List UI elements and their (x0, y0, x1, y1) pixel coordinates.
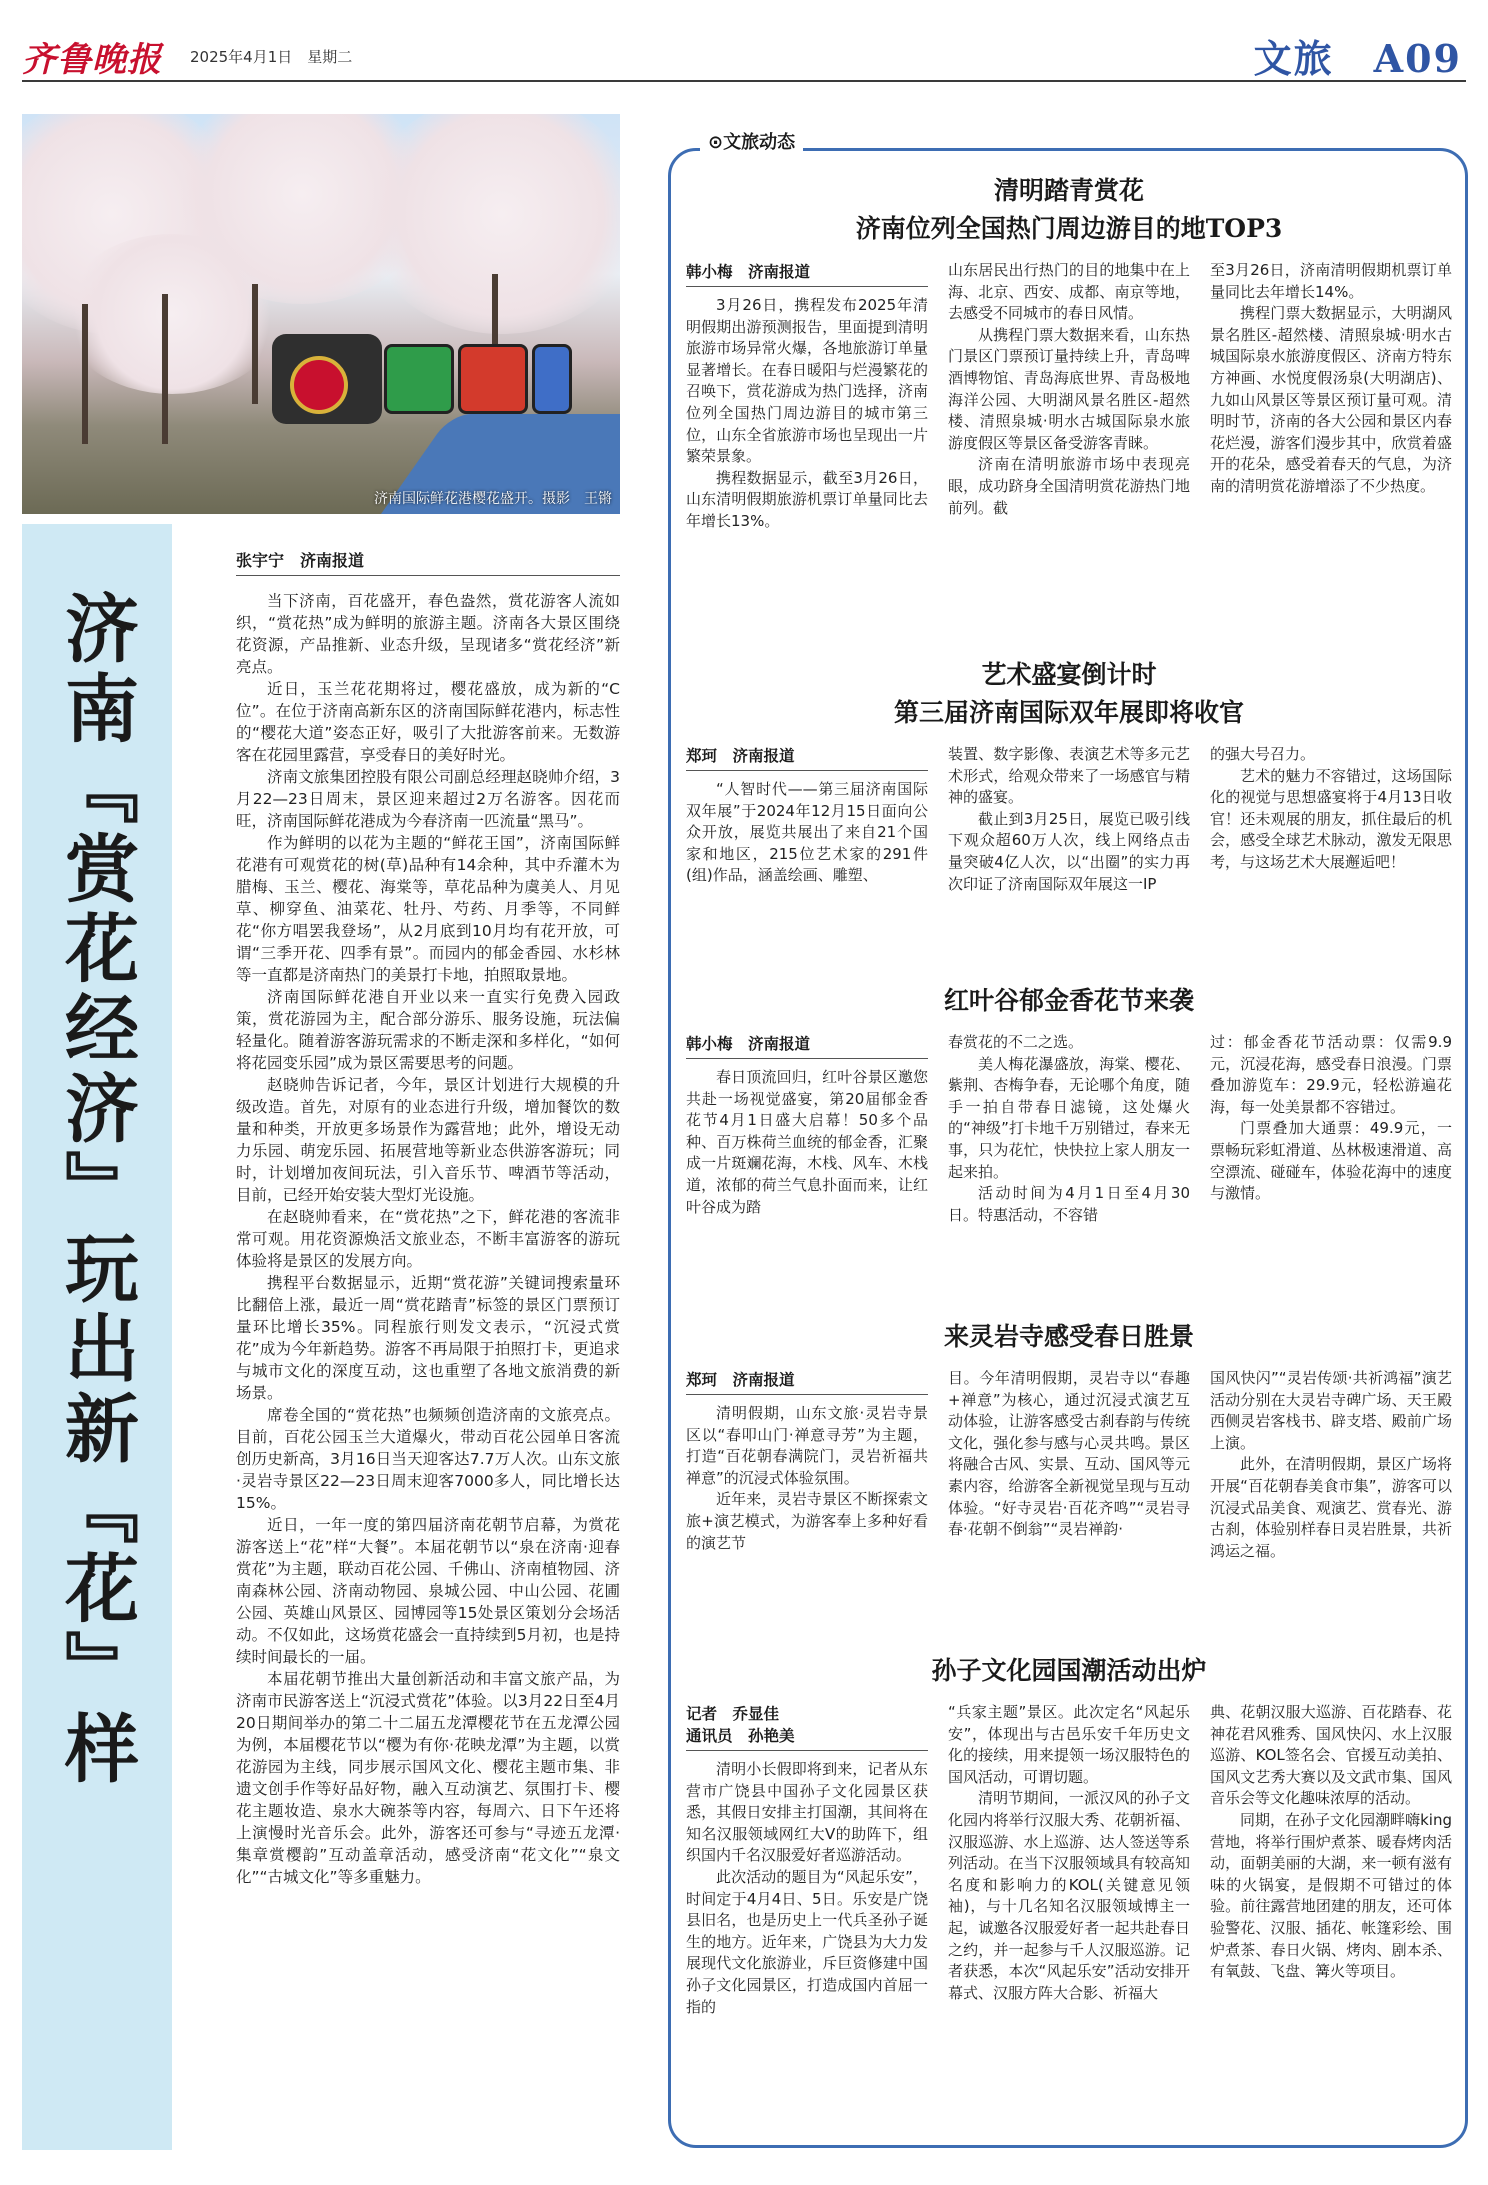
story-title: 孙子文化园国潮活动出炉 (931, 1656, 1207, 1685)
story-paragraph: 山东居民出行热门的目的地集中在上海、北京、西安、成都、南京等地，去感受不同城市的春日风情。 (948, 261, 1190, 323)
story-paragraph: 美人梅花瀑盛放，海棠、樱花、紫荆、杏梅争春，无论哪个角度，随手一拍自带春日滤镜，这处爆火的“神级”打卡地千万别错过，春来无事，只为花忙，快快拉上家人朋友一起来拍。 (948, 1054, 1190, 1181)
story-paragraph: “兵家主题”景区。此次定名“风起乐安”，体现出与古邑乐安千年历史文化的接续，用来提领一场汉服特色的国风活动，可谓切题。 (948, 1703, 1190, 1786)
story-title: 艺术盛宴倒计时 (981, 660, 1157, 689)
story-title: 红叶谷郁金香花节来袭 (943, 986, 1194, 1015)
newspaper-logo: 齐鲁晚报 (22, 40, 162, 80)
story-col-1 (686, 1032, 928, 1226)
story-paragraph: 春日顶流回归，红叶谷景区邀您共赴一场视觉盛宴，第20届郁金香花节4月1日盛大启幕！50多个品种、百万株荷兰血统的郁金香，汇聚成一片斑斓花海，木栈、风车、木栈道，浓郁的荷兰气息扑面而来，让红叶谷成为踏 (686, 1068, 928, 1216)
story-sunzi-park (686, 1652, 1452, 2018)
lead-paragraph: 济南文旅集团控股有限公司副总经理赵晓帅介绍，3月22—23日周末，景区迎来超过2万名游客。因花而旺，济南国际鲜花港成为今春济南一匹流量“黑马”。 (236, 768, 620, 830)
story-paragraph: 截止到3月25日，展览已吸引线下观众超60万人次，线上网络点击量突破4亿人次，以“出圈”的实力再次印证了济南国际双年展这一IP (948, 809, 1190, 893)
story-byline: 郑珂 济南报道 (686, 1368, 928, 1395)
story-byline: 韩小梅 济南报道 (686, 260, 928, 287)
story-title-2: 济南位列全国热门周边游目的地TOP3 (855, 214, 1283, 243)
story-title-2: 第三届济南国际双年展即将收官 (893, 698, 1244, 727)
lead-paragraph: 席卷全国的“赏花热”也频频创造济南的文旅亮点。目前，百花公园玉兰大道爆火，带动百花公园单日客流创历史新高，3月16日当天迎客达7.7万人次。山东文旅·灵岩寺景区22—23日周末迎客7000多人，同比增长达15%。 (236, 1406, 620, 1512)
story-col-3 (1210, 1368, 1452, 1562)
story-paragraph: 目。今年清明假期，灵岩寺以“春趣+禅意”为核心，通过沉浸式演艺互动体验，让游客感受古刹春韵与传统文化，强化参与感与心灵共鸣。景区将融合古风、实景、互动、国风等元素内容，给游客全新视觉呈现与互动体验。“好寺灵岩·百花齐鸣”“灵岩寻春·花朝不倒翁”“灵岩禅韵· (948, 1369, 1190, 1539)
lead-byline: 张宇宁 济南报道 (236, 548, 620, 576)
cherry-blossom-photo (22, 114, 620, 514)
story-col-1 (686, 260, 928, 533)
lead-article (236, 548, 620, 1888)
story-biennale (686, 656, 1452, 895)
section-page: 文旅 A09 (1253, 36, 1462, 81)
story-paragraph: “人智时代——第三届济南国际双年展”于2024年12月15日面向公众开放，展览共展出了来自21个国家和地区，215位艺术家的291件(组)作品，涵盖绘画、雕塑、 (686, 780, 928, 885)
story-paragraph: 携程数据显示，截至3月26日，山东清明假期旅游机票订单量同比去年增长13%。 (686, 468, 928, 530)
story-col-3 (1210, 1702, 1452, 2018)
story-paragraph: 济南在清明旅游市场中表现亮眼，成功跻身全国清明赏花游热门地前列。截 (948, 455, 1190, 517)
story-paragraph: 春赏花的不二之选。 (948, 1033, 1084, 1051)
story-paragraph: 装置、数字影像、表演艺术等多元艺术形式，给观众带来了一场感官与精神的盛宴。 (948, 745, 1190, 807)
story-paragraph: 过：郁金香花节活动票：仅需9.9元，沉浸花海，感受春日浪漫。门票叠加游览车：29.9元，轻松游遍花海，每一处美景都不容错过。 (1210, 1033, 1452, 1116)
story-paragraph: 携程门票大数据显示，大明湖风景名胜区-超然楼、清照泉城·明水古城国际泉水旅游度假区、济南方特东方神画、水悦度假汤泉(大明湖店)、九如山风景区等景区预订量可观。清明时节，济南的各大公园和景区内春花烂漫，游客们漫步其中，欣赏着盛开的花朵，感受着春天的气息，为济南的清明赏花游增添了不少热度。 (1210, 304, 1452, 495)
story-col-2 (948, 1032, 1190, 1226)
lead-paragraph: 携程平台数据显示，近期“赏花游”关键词搜索量环比翻倍上涨，最近一周“赏花踏青”标签的景区门票预订量环比增长35%。同程旅行则发文表示，“沉浸式赏花”成为今年新趋势。游客不再局限于拍照打卡，更追求与城市文化的深度互动，这也重塑了各地文旅消费的新场景。 (236, 1274, 620, 1402)
story-byline: 记者 乔显佳 通讯员 孙艳美 (686, 1702, 928, 1751)
story-paragraph: 的强大号召力。 (1210, 745, 1316, 763)
story-paragraph: 清明节期间，一派汉风的孙子文化园内将举行汉服大秀、花朝祈福、汉服巡游、水上巡游、达人签送等系列活动。在当下汉服领域具有较高知名度和影响力的KOL(关键意见领袖)，与十几名知名汉服领域博主一起，诚邀各汉服爱好者一起共赴春日之约，并一起参与千人汉服巡游。记者获悉，本次“风起乐安”活动安排开幕式、汉服方阵大合影、祈福大 (948, 1789, 1190, 2002)
story-lingyan-temple (686, 1318, 1452, 1562)
lead-paragraph: 当下济南，百花盛开，春色盎然，赏花游客人流如织，“赏花热”成为鲜明的旅游主题。济南各大景区围绕花资源，产品推新、业态升级，呈现诸多“赏花经济”新亮点。 (236, 592, 620, 676)
story-col-2 (948, 1368, 1190, 1562)
story-paragraph: 活动时间为4月1日至4月30日。特惠活动，不容错 (948, 1184, 1190, 1224)
box-section-tag: ⊙文旅动态 (700, 128, 803, 154)
story-paragraph: 清明小长假即将到来，记者从东营市广饶县中国孙子文化园景区获悉，其假日安排主打国潮，其间将在知名汉服领域网红大V的助阵下，组织国内千名汉服爱好者巡游活动。 (686, 1760, 928, 1865)
lead-paragraph: 本届花朝节推出大量创新活动和丰富文旅产品，为济南市民游客送上“沉浸式赏花”体验。以3月22日至4月20日期间举办的第二十二届五龙潭樱花节在五龙潭公园为例，本届樱花节以“樱为有你·花映龙潭”为主题，以赏花游园为主线，同步展示国风文化、樱花主题市集、非遗文创手作等好品好物，融入互动演艺、氛围打卡、樱花主题妆造、泉水大碗茶等内容，每周六、日下午还将上演慢时光音乐会。此外，游客还可参与“寻迹五龙潭·集章赏樱韵”互动盖章活动，感受济南“花文化”“泉文化”“古城文化”等多重魅力。 (236, 1670, 620, 1886)
story-paragraph: 从携程门票大数据来看，山东热门景区门票预订量持续上升，青岛啤酒博物馆、青岛海底世界、青岛极地海洋公园、大明湖风景名胜区-超然楼、清照泉城·明水古城国际泉水旅游度假区等景区备受游客青睐。 (948, 325, 1190, 452)
issue-date: 2025年4月1日 星期二 (190, 48, 353, 66)
story-paragraph: 清明假期，山东文旅·灵岩寺景区以“春叩山门·禅意寻芳”为主题，打造“百花朝春满院门，灵岩祈福共禅意”的沉浸式体验氛围。 (686, 1404, 928, 1487)
story-paragraph: 艺术的魅力不容错过，这场国际化的视觉与思想盛宴将于4月13日收官！还未观展的朋友，抓住最后的机会，感受全球艺术脉动，激发无限思考，与这场艺术大展邂逅吧！ (1210, 766, 1452, 871)
story-paragraph: 此次活动的题目为“风起乐安”，时间定于4月4日、5日。乐安是广饶县旧名，也是历史上一代兵圣孙子诞生的地方。近年来，广饶县为大力发展现代文化旅游业，斥巨资修建中国孙子文化园景区，打造成国内首屈一指的 (686, 1867, 928, 2016)
lead-headline-panel (22, 524, 172, 2150)
story-col-1 (686, 744, 928, 895)
story-col-1 (686, 1702, 928, 2018)
story-tulip-festival (686, 982, 1452, 1226)
story-paragraph: 此外，在清明假期，景区广场将开展“百花朝春美食市集”，游客可以沉浸式品美食、观演艺、赏春光、游古刹，体验别样春日灵岩胜景，共祈鸿运之福。 (1210, 1455, 1452, 1560)
story-title: 清明踏青赏花 (993, 176, 1144, 205)
story-col-1 (686, 1368, 928, 1562)
story-title: 来灵岩寺感受春日胜景 (943, 1322, 1194, 1351)
story-col-3 (1210, 744, 1452, 895)
story-col-2 (948, 744, 1190, 895)
story-col-3 (1210, 1032, 1452, 1226)
lead-body (236, 590, 620, 1888)
lead-paragraph: 近日，一年一度的第四届济南花朝节启幕，为赏花游客送上“花”样“大餐”。本届花朝节以“泉在济南·迎春赏花”为主题，联动百花公园、千佛山、济南植物园、济南森林公园、济南动物园、泉城公园、中山公园、花圃公园、英雄山风景区、园博园等15处景区策划分会场活动。不仅如此，这场赏花盛会一直持续到5月初，也是持续时间最长的一届。 (236, 1516, 620, 1666)
story-qingming (686, 172, 1452, 533)
story-paragraph: 典、花朝汉服大巡游、百花踏春、花神花君风雅秀、国风快闪、水上汉服巡游、KOL签名会、官援互动美拍、国风文艺秀大赛以及文武市集、国风音乐会等文化趣味浓厚的活动。 (1210, 1703, 1452, 1808)
photo-caption: 济南国际鲜花港樱花盛开。摄影 王锵 (374, 491, 612, 507)
story-col-3 (1210, 260, 1452, 533)
page-header (22, 28, 1466, 82)
tourist-train (272, 314, 572, 434)
story-byline: 郑珂 济南报道 (686, 744, 928, 771)
story-byline: 韩小梅 济南报道 (686, 1032, 928, 1059)
lead-paragraph: 作为鲜明的以花为主题的“鲜花王国”，济南国际鲜花港有可观赏花的树(草)品种有14余种，其中乔灌木为腊梅、玉兰、樱花、海棠等，草花品种为虞美人、月见草、柳穿鱼、油菜花、牡丹、芍药、月季等，不同鲜花“你方唱罢我登场”，从2月底到10月均有花开放，可谓“三季开花、四季有景”。而园内的郁金香园、水杉林等一直都是济南热门的美景打卡地，拍照取景地。 (236, 834, 620, 984)
lead-paragraph: 赵晓帅告诉记者，今年，景区计划进行大规模的升级改造。首先，对原有的业态进行升级，增加餐饮的数量和种类，开放更多场景作为露营地；此外，增设无动力乐园、萌宠乐园、拓展营地等新业态供游客游玩；同时，计划增加夜间玩法，引入音乐节、啤酒节等活动，目前，已经开始安装大型灯光设施。 (236, 1076, 620, 1204)
story-paragraph: 近年来，灵岩寺景区不断探索文旅+演艺模式，为游客奉上多种好看的演艺节 (686, 1490, 928, 1552)
lead-paragraph: 在赵晓帅看来，在“赏花热”之下，鲜花港的客流非常可观。用花资源焕活文旅业态，不断丰富游客的游玩体验将是景区的发展方向。 (236, 1208, 620, 1270)
story-paragraph: 同期，在孙子文化园潮畔嗨king营地，将举行围炉煮茶、暖春烤肉活动，面朝美丽的大湖，来一顿有滋有味的火锅宴，是假期不可错过的体验。前往露营地团建的朋友，还可体验警花、汉服、插花、帐篷彩绘、围炉煮茶、春日火锅、烤肉、剧本杀、有氧鼓、飞盘、篝火等项目。 (1210, 1810, 1452, 1981)
story-paragraph: 3月26日，携程发布2025年清明假期出游预测报告，里面提到清明旅游市场异常火爆，各地旅游订单量显著增长。在春日暖阳与烂漫繁花的召唤下，赏花游成为热门选择，济南位列全国热门周边游目的城市第三位，山东全省旅游市场也呈现出一片繁荣景象。 (686, 296, 928, 466)
lead-headline: 济南『赏花经济』玩出新『花』样 (53, 590, 139, 1790)
story-paragraph: 门票叠加大通票：49.9元，一票畅玩彩虹滑道、丛林极速滑道、高空漂流、碰碰车，体验花海中的速度与激情。 (1210, 1119, 1452, 1203)
lead-paragraph: 近日，玉兰花花期将过，樱花盛放，成为新的“C位”。在位于济南高新东区的济南国际鲜花港内，标志性的“樱花大道”姿态正好，吸引了大批游客前来。无数游客在花园里露营，享受春日的美好时光。 (236, 680, 620, 764)
story-paragraph: 国风快闪”“灵岩传颂·共祈鸿福”演艺活动分别在大灵岩寺碑广场、天王殿西侧灵岩客栈书、辟支塔、殿前广场上演。 (1210, 1369, 1452, 1452)
lead-paragraph: 济南国际鲜花港自开业以来一直实行免费入园政策，赏花游园为主，配合部分游乐、服务设施，玩法偏轻量化。随着游客游玩需求的不断走深和多样化，“如何将花园变乐园”成为景区需要思考的问题。 (236, 988, 620, 1072)
story-col-2 (948, 1702, 1190, 2018)
story-paragraph: 至3月26日，济南清明假期机票订单量同比去年增长14%。 (1210, 261, 1452, 301)
story-col-2 (948, 260, 1190, 533)
